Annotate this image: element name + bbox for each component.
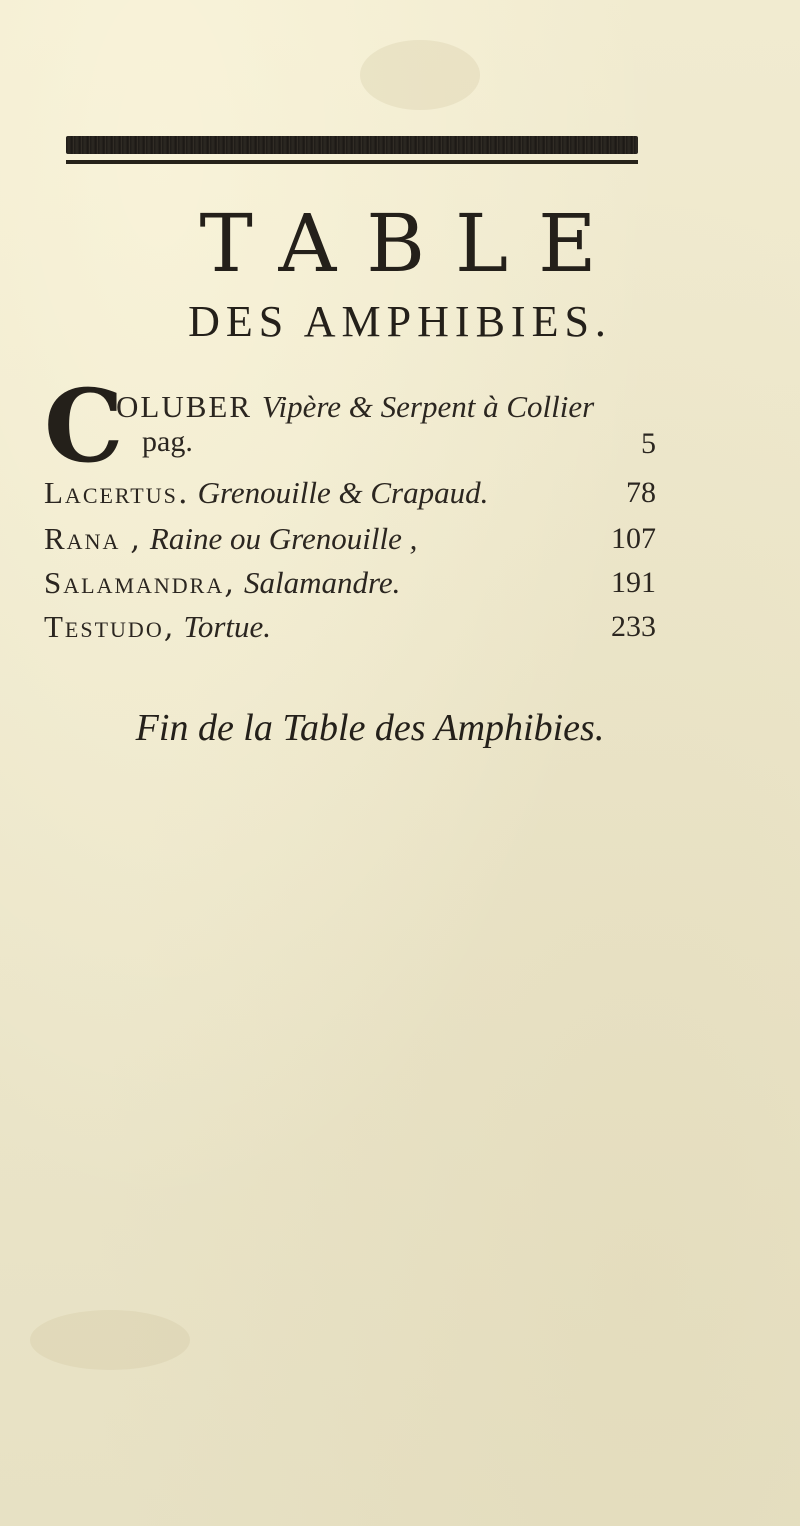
page-number: 78: [626, 476, 656, 509]
french-name: Grenouille & Crapaud.: [197, 475, 489, 510]
drop-cap: C: [44, 367, 124, 485]
header-ornament-rule: [66, 136, 638, 170]
latin-name: OLUBER: [116, 389, 252, 424]
french-name: Tortue.: [183, 609, 272, 644]
pag-label: pag.: [142, 425, 193, 458]
french-name: Raine ou Grenouille ,: [149, 521, 418, 556]
latin-name: Rana: [44, 521, 121, 556]
latin-name: Lacertus: [44, 475, 178, 510]
page-number: 107: [611, 522, 656, 555]
french-name: Salamandre.: [243, 565, 401, 600]
page-subtitle: DES AMPHIBIES.: [188, 297, 612, 346]
table-entry-coluber: [44, 367, 656, 485]
table-entry-lacertus: [44, 470, 656, 516]
page-number: 233: [611, 610, 656, 643]
latin-name: Salamandra: [44, 565, 225, 600]
french-name: Vipère & Serpent à Collier: [261, 389, 595, 424]
colophon: Fin de la Table des Amphibies.: [135, 707, 605, 749]
table-entry-rana: [44, 516, 656, 562]
separator: .: [177, 475, 198, 511]
separator: ,: [224, 565, 244, 601]
page-title: TABLE: [199, 197, 627, 290]
separator: ,: [120, 521, 150, 557]
table-entry-testudo: [44, 604, 656, 650]
paper-stain: [360, 40, 480, 110]
table-entry-salamandra: [44, 560, 656, 606]
thin-rule: [66, 160, 638, 164]
page-number: 5: [641, 427, 656, 460]
paper-stain: [30, 1310, 190, 1370]
thick-rule: [66, 136, 638, 154]
separator: ,: [163, 609, 184, 645]
latin-name: Testudo: [44, 609, 164, 644]
page-number: 191: [611, 566, 656, 599]
entry-text: [116, 384, 656, 430]
